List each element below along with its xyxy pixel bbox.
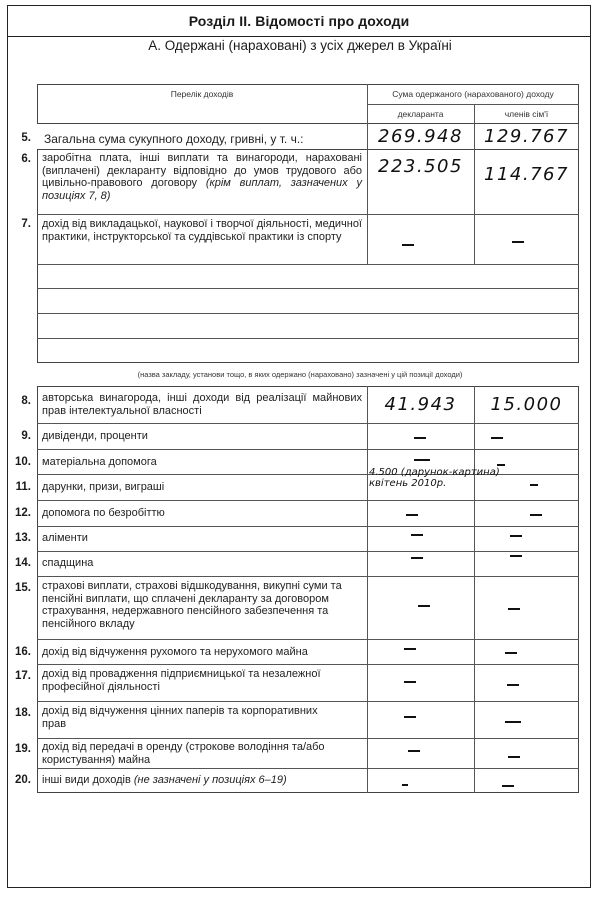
row-15-number: 15. (15, 582, 31, 594)
row-18-declarant-dash (404, 716, 416, 718)
header-declarant: декларанта (397, 109, 444, 119)
row-14-family-dash (510, 555, 522, 557)
row-7-family-dash (512, 241, 524, 243)
row-20-label-note: (не зазначені у позиціях 6–19) (133, 774, 287, 786)
row-10-declarant-dash (414, 459, 430, 461)
row-6-label: заробітна плата, інші виплати та винагороди, нараховані (виплачені) декларанту відповідно до умов трудового або цивільно-правового договору (42, 152, 362, 190)
row-16-number: 16. (15, 646, 31, 658)
row-17-label: дохід від провадження підприємницької та незалежної професійної діяльності (42, 668, 321, 693)
row-20-family-dash (502, 785, 514, 787)
row-12-number: 12. (15, 507, 31, 519)
row-18-label: дохід від відчуження цінних паперів та корпоративних прав (42, 705, 318, 730)
row-7-declarant-dash (402, 244, 414, 246)
row-6-number: 6. (21, 153, 31, 165)
row-11-label: дарунки, призи, виграші (42, 481, 165, 493)
row-9-declarant-dash (414, 437, 426, 439)
section-subtitle: А. Одержані (нараховані) з усіх джерел в Україні (148, 38, 452, 53)
row-13-number: 13. (15, 532, 31, 544)
row-8-declarant-value: 41.943 (384, 394, 457, 415)
row-16-declarant-dash (404, 648, 416, 650)
row-6-declarant-value: 223.505 (378, 156, 463, 177)
row-8-family-value: 15.000 (490, 394, 563, 415)
row-7-number: 7. (21, 218, 31, 230)
header-amount: Сума одержаного (нарахованого) доходу (392, 89, 554, 99)
row-14-number: 14. (15, 557, 31, 569)
row-20-declarant-dash (402, 784, 408, 786)
row-17-number: 17. (15, 670, 31, 682)
section-title-bar (8, 6, 590, 37)
row-19-label: дохід від передачі в оренду (строкове володіння та/або користування) майна (42, 741, 325, 766)
row-16-family-dash (505, 652, 517, 654)
row-19-number: 19. (15, 743, 31, 755)
row-11-declarant-note: 4.500 (дарунок-картина) квітень 2010р. (369, 467, 500, 489)
row-20-number: 20. (15, 774, 31, 786)
section-title: Розділ ІІ. Відомості про доходи (188, 13, 410, 29)
header-list-of-income: Перелік доходів (170, 89, 234, 99)
row-12-family-dash (530, 514, 542, 516)
row-13-declarant-dash (411, 534, 423, 536)
row-5-family-value: 129.767 (484, 126, 569, 147)
row-7-label: дохід від викладацької, наукової і творчої діяльності, медичної практики, інструкторської та суддівської практики із спорту (42, 218, 362, 243)
row-12-declarant-dash (406, 514, 418, 516)
row-13-label: аліменти (42, 532, 88, 544)
row-13-family-dash (510, 535, 522, 537)
row-6-label-note: (крім виплат, зазначених у позиціях 7, 8) (42, 177, 362, 202)
row-18-number: 18. (15, 707, 31, 719)
row-9-label: дивіденди, проценти (42, 430, 148, 442)
row-14-label: спадщина (42, 557, 94, 569)
row-11-family-dash (530, 484, 538, 486)
row-10-number: 10. (15, 456, 31, 468)
row-19-family-dash (508, 756, 520, 758)
row-15-family-dash (508, 608, 520, 610)
row-18-family-dash (505, 721, 521, 723)
row-8-number: 8. (21, 395, 31, 407)
row-15-declarant-dash (418, 605, 430, 607)
row-8-label: авторська винагорода, інші доходи від реалізації майнових прав інтелектуальної власності (42, 392, 362, 417)
row-5-label: Загальна сума сукупного доходу, гривні, у т. ч.: (44, 132, 304, 146)
row-15-label: страхові виплати, страхові відшкодування, викупні суми та пенсійні виплати, що сплачені декларанту за договором страхування, недержавного пенсійного забезпечення та пенсійного вкладу (42, 580, 342, 630)
row-9-family-dash (491, 437, 503, 439)
row-7-caption: (назва закладу, установи тощо, в яких одержано (нараховано) зазначені у цій позиції доходи) (137, 370, 463, 379)
row-19-declarant-dash (408, 750, 420, 752)
header-family: членів сім'ї (504, 109, 549, 119)
row-5-declarant-value: 269.948 (378, 126, 463, 147)
row-17-declarant-dash (404, 681, 416, 683)
row-6-family-value: 114.767 (484, 164, 569, 185)
row-20-label: інші види доходів (42, 774, 131, 786)
row-14-declarant-dash (411, 557, 423, 559)
row-9-number: 9. (21, 430, 31, 442)
row-16-label: дохід від відчуження рухомого та нерухомого майна (42, 646, 308, 658)
row-6-label-block (42, 152, 362, 202)
row-20-label-block (42, 774, 362, 787)
row-10-family-dash (497, 464, 505, 466)
row-10-label: матеріальна допомога (42, 456, 157, 468)
row-17-family-dash (507, 684, 519, 686)
row-5-number: 5. (21, 132, 31, 144)
row-11-number: 11. (15, 481, 31, 493)
row-12-label: допомога по безробіттю (42, 507, 165, 519)
